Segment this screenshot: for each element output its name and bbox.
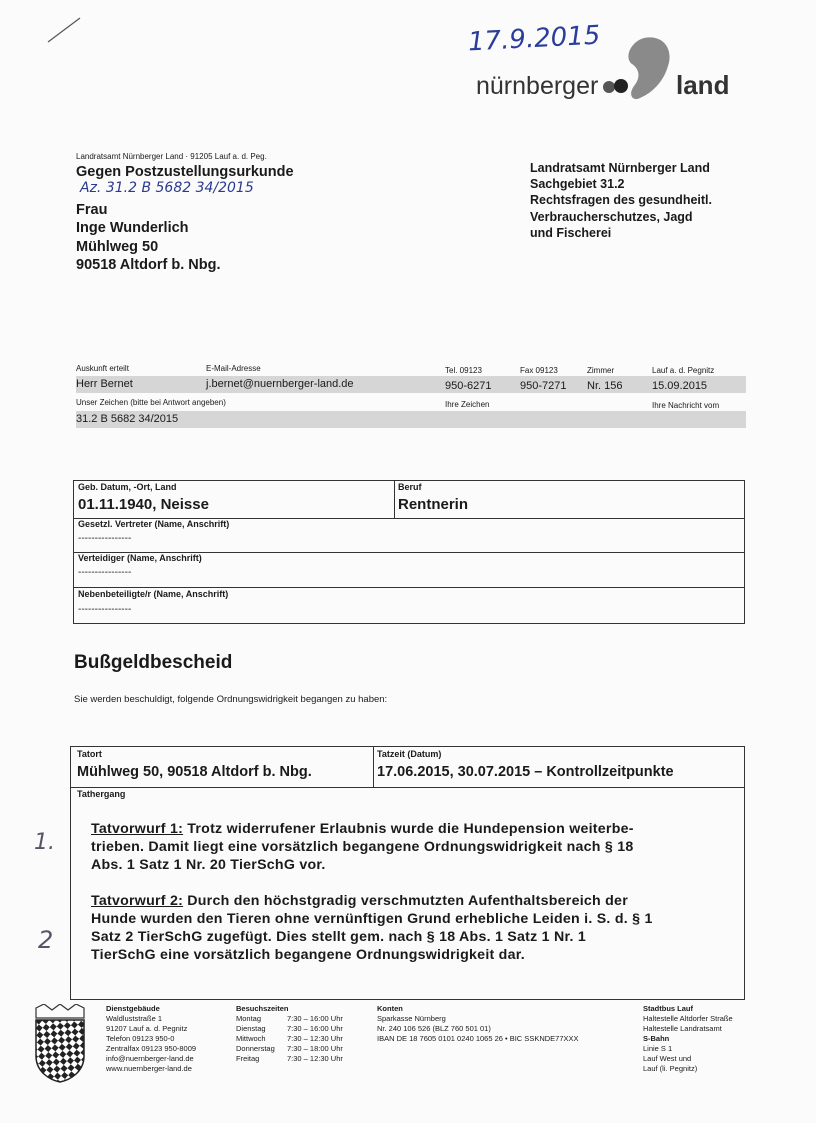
recipient-line-1: Gegen Postzustellungsurkunde — [76, 164, 294, 180]
tatvorwurf-2-line-3: Satz 2 TierSchG zugefügt. Dies stellt gem. nach § 18 Abs. 1 Satz 1 Nr. 1 — [91, 929, 587, 945]
label-ihre-zeichen: Ihre Zeichen — [445, 400, 490, 409]
beruf-value: Rentnerin — [398, 496, 469, 513]
footer-besuch-title: Besuchszeiten — [236, 1004, 289, 1013]
tathergang-label: Tathergang — [77, 789, 126, 799]
label-auskunft: Auskunft erteilt — [76, 364, 129, 373]
handwritten-aktenzeichen: Az. 31.2 B 5682 34/2015 — [80, 180, 254, 196]
recipient-line-2: Frau — [76, 201, 108, 218]
logo-word-left: nürnberger — [476, 72, 599, 100]
besuch-day: Montag — [236, 1014, 262, 1023]
besuch-row — [236, 1044, 343, 1054]
vertreter-label: Gesetzl. Vertreter (Name, Anschrift) — [78, 519, 230, 529]
footer-dienst-l3: Telefon 09123 950-0 — [106, 1034, 175, 1043]
besuch-time: 7:30 – 16:00 Uhr — [287, 1024, 343, 1033]
recipient-line-3: Inge Wunderlich — [76, 220, 189, 236]
sender-line: Landratsamt Nürnberger Land · 91205 Lauf a. d. Peg. — [76, 152, 267, 161]
tatvorwurf-2-line-2: Hunde wurden den Tieren ohne vernünftigen Grund erhebliche Leiden i. S. d. § 1 — [91, 911, 653, 927]
neben-value: ---------------- — [78, 604, 132, 615]
office-line-1: Landratsamt Nürnberger Land — [530, 161, 710, 175]
footer-stadtbus-l4: Linie S 1 — [643, 1044, 673, 1053]
label-lauf: Lauf a. d. Pegnitz — [652, 366, 715, 375]
footer-besuchszeiten — [236, 1004, 343, 1064]
tatvorwurf-2-line-1: Durch den höchstgradig verschmutzten Aufenthaltsbereich der — [187, 893, 628, 909]
intro-text: Sie werden beschuldigt, folgende Ordnungswidrigkeit begangen zu haben: — [74, 694, 388, 705]
value-email: j.bernet@nuernberger-land.de — [206, 378, 354, 390]
value-lauf: 15.09.2015 — [652, 380, 708, 392]
verteidiger-value: ---------------- — [78, 567, 132, 578]
info-band-1 — [76, 376, 746, 393]
footer-stadtbus-l2: Haltestelle Landratsamt — [643, 1024, 722, 1033]
besuch-row — [236, 1054, 343, 1064]
tatvorwurf-1-line-2: trieben. Damit liegt eine vorsätzlich begangene Ordnungswidrigkeit nach § 18 — [91, 839, 634, 855]
footer-dienst-l2: 91207 Lauf a. d. Pegnitz — [106, 1024, 188, 1033]
tatort-value: Mühlweg 50, 90518 Altdorf b. Nbg. — [77, 764, 312, 780]
footer-konten-l1: Sparkasse Nürnberg — [377, 1014, 446, 1023]
tatvorwurf-2-line-4: TierSchG eine vorsätzlich begangene Ordnungswidrigkeit dar. — [91, 947, 525, 963]
geb-cell — [74, 481, 395, 518]
value-fax: 950-7271 — [520, 380, 567, 392]
tathergang-area — [71, 787, 744, 1000]
person-table — [73, 480, 745, 624]
tatzeit-cell — [375, 747, 743, 787]
vertreter-value: ---------------- — [78, 533, 132, 544]
label-fax: Fax 09123 — [520, 366, 558, 375]
besuch-row — [236, 1024, 343, 1034]
value-zimmer: Nr. 156 — [587, 380, 623, 392]
besuch-day: Freitag — [236, 1054, 260, 1063]
footer-dienstgebaeude — [106, 1004, 196, 1074]
label-tel: Tel. 09123 — [445, 366, 482, 375]
besuch-row — [236, 1014, 343, 1024]
footer-stadtbus-l6: Lauf (li. Pegnitz) — [643, 1064, 698, 1073]
footer-dienst-l6: www.nuernberger-land.de — [106, 1064, 192, 1073]
footer-stadtbus-l1: Haltestelle Altdorfer Straße — [643, 1014, 733, 1023]
tatzeit-label: Tatzeit (Datum) — [377, 749, 442, 759]
handwritten-date: 17.9.2015 — [467, 20, 602, 58]
footer-konten-title: Konten — [377, 1004, 403, 1013]
label-unser-zeichen: Unser Zeichen (bitte bei Antwort angeben) — [76, 398, 226, 407]
neben-row — [74, 587, 744, 624]
beruf-cell — [396, 481, 744, 518]
verteidiger-row — [74, 552, 744, 588]
footer-stadtbus-l5: Lauf West und — [643, 1054, 692, 1063]
office-block — [530, 160, 712, 241]
handwritten-margin-1: 1. — [34, 830, 55, 855]
footer-dienst-title: Dienstgebäude — [106, 1004, 160, 1013]
footer-konten-l3: IBAN DE 18 7605 0101 0240 1065 26 • BIC SSKNDE77XXX — [377, 1034, 579, 1043]
footer-konten-l2: Nr. 240 106 526 (BLZ 760 501 01) — [377, 1024, 491, 1033]
page-title: Bußgeldbescheid — [74, 652, 233, 673]
handwritten-margin-2: 2 — [38, 926, 54, 954]
besuch-day: Donnerstag — [236, 1044, 275, 1053]
nuernberger-land-logo — [470, 34, 740, 104]
office-line-4: Verbraucherschutzes, Jagd — [530, 209, 693, 224]
tatvorwurf-1-line-1: Trotz widerrufener Erlaubnis wurde die Hundepension weiterbe- — [187, 821, 634, 837]
besuch-time: 7:30 – 12:30 Uhr — [287, 1034, 343, 1043]
office-line-3: Rechtsfragen des gesundheitl. — [530, 193, 712, 208]
tatort-cell — [71, 747, 374, 787]
office-line-5: und Fischerei — [530, 225, 612, 240]
tatvorwurf-2 — [91, 892, 731, 964]
value-tel: 950-6271 — [445, 380, 492, 392]
tatvorwurf-2-title: Tatvorwurf 2: — [91, 893, 184, 909]
value-auskunft: Herr Bernet — [76, 378, 133, 390]
geb-label: Geb. Datum, -Ort, Land — [78, 482, 177, 492]
footer-stadtbus — [643, 1004, 733, 1074]
recipient-line-5: 90518 Altdorf b. Nbg. — [76, 257, 221, 273]
tatvorwurf-1-title: Tatvorwurf 1: — [91, 821, 184, 837]
vertreter-row — [74, 518, 744, 553]
logo-word-right: land — [676, 70, 730, 100]
besuch-row — [236, 1034, 343, 1044]
besuch-day: Mittwoch — [236, 1034, 266, 1043]
tatvorwurf-1 — [91, 820, 731, 874]
footer-dienst-l1: Waldluststraße 1 — [106, 1014, 162, 1023]
geb-value: 01.11.1940, Neisse — [78, 496, 209, 513]
besuch-time: 7:30 – 18:00 Uhr — [287, 1044, 343, 1053]
value-unser-zeichen: 31.2 B 5682 34/2015 — [76, 413, 179, 425]
besuch-time: 7:30 – 16:00 Uhr — [287, 1014, 343, 1023]
verteidiger-label: Verteidiger (Name, Anschrift) — [78, 553, 202, 563]
recipient-line-4: Mühlweg 50 — [76, 238, 159, 255]
besuch-day: Dienstag — [236, 1024, 266, 1033]
tatort-label: Tatort — [77, 749, 102, 759]
tatzeit-value: 17.06.2015, 30.07.2015 – Kontrollzeitpunkte — [377, 764, 674, 780]
label-zimmer: Zimmer — [587, 366, 615, 375]
footer-dienst-l5: info@nuernberger-land.de — [106, 1054, 194, 1063]
footer-stadtbus-title: Stadtbus Lauf — [643, 1004, 693, 1013]
footer-stadtbus-l3: S-Bahn — [643, 1034, 670, 1043]
beruf-label: Beruf — [398, 482, 422, 492]
footer-dienst-l4: Zentralfax 09123 950-8009 — [106, 1044, 197, 1053]
bavarian-coat-of-arms-icon — [30, 1004, 90, 1084]
pen-stroke-mark — [44, 14, 84, 46]
footer-konten — [377, 1004, 579, 1044]
label-email: E-Mail-Adresse — [206, 364, 261, 373]
tat-table — [70, 746, 745, 1000]
neben-label: Nebenbeteiligte/r (Name, Anschrift) — [78, 589, 229, 599]
besuch-time: 7:30 – 12:30 Uhr — [287, 1054, 343, 1063]
label-ihre-nachricht: Ihre Nachricht vom — [652, 401, 720, 410]
tatvorwurf-1-line-3: Abs. 1 Satz 1 Nr. 20 TierSchG vor. — [91, 857, 326, 873]
office-line-2: Sachgebiet 31.2 — [530, 177, 625, 192]
logo-dots-icon — [602, 76, 632, 96]
